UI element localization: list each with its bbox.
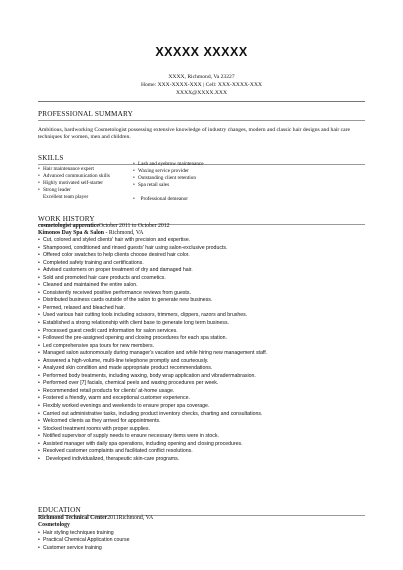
- skill-item: • Waxing service provider: [133, 168, 189, 175]
- list-item: • Permed, relaxed and bleached hair.: [38, 304, 125, 311]
- school-name: Richmond Technical Center: [38, 515, 108, 521]
- job-role: cosmetologist apprentice: [38, 223, 99, 229]
- list-item: • Stocked treatment rooms with proper supplies.: [38, 425, 150, 432]
- program-name: Cosmetology: [38, 522, 70, 528]
- list-item: • Followed the pre-assigned opening and closing procedures for each spa station.: [38, 335, 227, 342]
- list-item: • Practical Chemical Application course: [38, 537, 130, 544]
- list-item: • Shampooed, conditioned and rinsed guests' hair using salon-exclusive products.: [38, 244, 228, 251]
- skill-item: Excellent team player: [43, 194, 89, 201]
- list-item: • Fostered a friendly, warm and exceptional customer experience.: [38, 395, 190, 402]
- list-item: • Carried out administrative tasks, including product inventory checks, charting and consultations.: [38, 410, 263, 417]
- list-item: • Completed safety training and certifications.: [38, 259, 144, 266]
- list-item: • Welcomed clients as they arrived for appointments.: [38, 418, 161, 425]
- list-item: • Performed body treatments, including waxing, body wrap application and vibradermabrasion.: [38, 372, 256, 379]
- summary-divider: [38, 120, 365, 121]
- skill-item: • Advanced communication skills: [38, 173, 110, 180]
- skill-item: • Hair maintenance expert: [38, 166, 94, 172]
- list-item: • Resolved customer complaints and facilitated conflict resolutions.: [38, 448, 193, 455]
- list-item: • Led comprehensive spa tours for new members.: [38, 342, 155, 349]
- list-item: • Distributed business cards outside of the salon to generate new business.: [38, 297, 213, 304]
- list-item: • Processed guest credit card information for salon services.: [38, 327, 178, 334]
- list-item: • Cleaned and maintained the entire salon.: [38, 282, 138, 289]
- work-heading: WORK HISTORY: [38, 215, 95, 223]
- skill-item: • Highly motivated self-starter: [38, 180, 103, 187]
- list-item: • Advised customers on proper treatment of dry and damaged hair.: [38, 267, 193, 274]
- list-item: • Notified supervisor of supply needs to ensure necessary items were in stock.: [38, 433, 219, 440]
- summary-heading: PROFESSIONAL SUMMARY: [38, 110, 133, 118]
- skills-left-list: [38, 166, 110, 201]
- education-bullet-list: [38, 530, 130, 552]
- list-item: • Sold and promoted hair care products and cosmetics.: [38, 274, 166, 281]
- phone-numbers: Home: XXX-XXXX-XXX | Cell: XXX-XXXX-XXX: [140, 82, 263, 88]
- list-item: • Consistently received positive performance reviews from guests.: [38, 289, 191, 296]
- list-item: • Recommended retail products for clients' at-home usage.: [38, 387, 175, 394]
- header-divider: [38, 101, 365, 102]
- skill-item: • Strong leader: [38, 187, 71, 194]
- list-item: • Customer service training: [38, 544, 102, 551]
- education-heading: EDUCATION: [38, 506, 81, 514]
- list-item: • Offered color swatches to help clients choose desired hair color.: [38, 252, 190, 259]
- list-item: • Managed salon autonomously during manager's vacation and while hiring new management staff.: [38, 350, 268, 357]
- job-dates: October 2011 to October 2012: [98, 223, 170, 229]
- list-item: • Answered a high-volume, multi-line telephone promptly and courteously.: [38, 357, 209, 364]
- skills-heading: SKILLS: [38, 154, 64, 162]
- list-item: • Cut, colored and styled clients' hair with precision and expertise.: [38, 237, 191, 243]
- email: XXXX@XXXX.XXX: [176, 90, 227, 96]
- skill-item: • Outstanding client retention: [133, 175, 196, 182]
- summary-text: Ambitious, hardworking Cosmetologist possessing extensive knowledge of industry changes, modern and classic hair designs and hair care techniques for women, men and children.: [38, 127, 350, 141]
- list-item: • Established a strong relationship with client base to generate long term business.: [38, 320, 229, 327]
- school-location: Richmond, VA: [118, 515, 154, 521]
- skills-right-list: [133, 161, 204, 204]
- list-item: • Assisted manager with daily spa operations, including opening and closing procedures.: [38, 440, 243, 447]
- skill-item: • Professional demeanor: [133, 196, 188, 203]
- list-item: • Flexibly worked evenings and weekends to ensure proper spa coverage.: [38, 403, 210, 410]
- list-item: • Hair styling techniques training: [38, 530, 114, 536]
- list-item: • Performed over [7] facials, chemical peels and waxing procedures per week.: [38, 380, 219, 387]
- skill-item: • Lash and eyebrow maintenance: [133, 161, 204, 167]
- work-bullet-list: [38, 237, 267, 463]
- candidate-name: XXXXX XXXXX: [155, 45, 248, 59]
- employer-name: Kimonos Day Spa & Salon: [38, 230, 105, 236]
- graduation-year: 2011: [107, 515, 119, 521]
- skill-item: • Spa retail sales: [133, 182, 170, 189]
- list-item: • Analyzed skin condition and made appropriate product recommendations.: [38, 365, 213, 372]
- list-item: • Developed individualized, therapeutic skin-care programs.: [38, 455, 180, 462]
- employer-location: - Richmond, VA: [104, 230, 144, 236]
- list-item: • Used various hair cutting tools including scissors, trimmers, clippers, razors and brushes.: [38, 312, 248, 319]
- address: XXXX, Richmond, Va 23227: [168, 74, 235, 80]
